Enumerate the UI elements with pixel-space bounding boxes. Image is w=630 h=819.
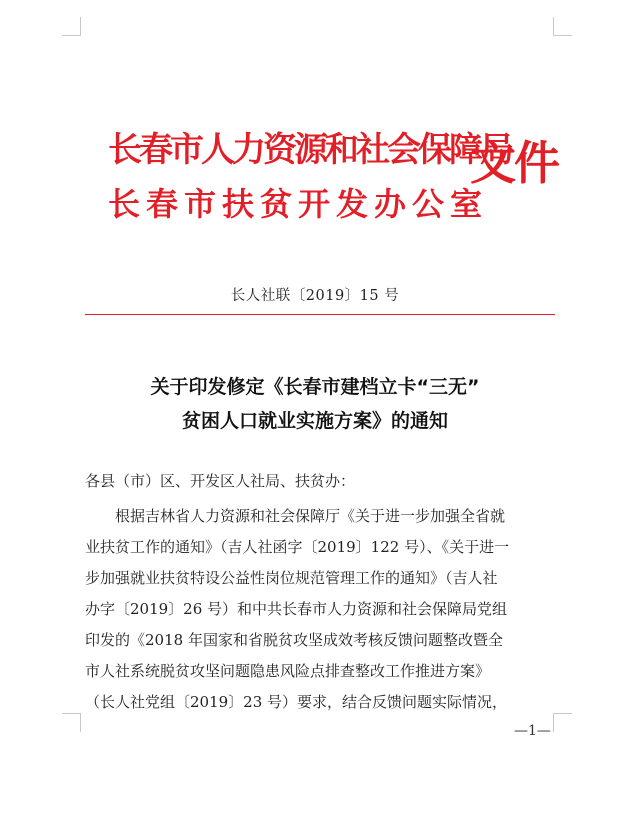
body-line: （长人社党组〔2019〕23 号）要求，结合反馈问题实际情况， [85,693,508,711]
body-line: 业扶贫工作的通知》（吉人社函字〔2019〕122 号）、《关于进一 [85,538,510,556]
crop-mark-bottom-left [62,713,81,732]
red-separator-line [85,314,555,315]
crop-mark-bottom-right [553,713,572,732]
body-line: 印发的《2018 年国家和省脱贫攻坚成效考核反馈问题整改暨全 [85,631,503,649]
crop-mark-top-right [553,17,572,36]
title-line-1: 关于印发修定《长春市建档立卡“三无” [150,376,480,398]
body-line: 市人社系统脱贫攻坚问题隐患风险点排查整改工作推进方案》 [85,662,491,680]
document-label: 文件 [470,136,558,190]
title-line-2: 贫困人口就业实施方案》的通知 [181,410,448,432]
body-line: 办字〔2019〕26 号）和中共长春市人力资源和社会保障局党组 [85,600,508,618]
body-line: 根据吉林省人力资源和社会保障厅《关于进一步加强全省就 [115,507,506,525]
issuer-line-2: 长春市扶贫开发办公室 [108,185,489,223]
page-number: —1— [514,723,551,739]
document-number: 长人社联〔2019〕15 号 [230,288,400,304]
salutation: 各县（市）区、开发区人社局、扶贫办： [85,472,356,490]
body-text [85,501,555,718]
body-line: 步加强就业扶贫特设公益性岗位规范管理工作的通知》（吉人社 [85,569,498,587]
issuer-line-1: 长春市人力资源和社会保障局 [108,130,511,170]
crop-mark-top-left [62,17,81,36]
